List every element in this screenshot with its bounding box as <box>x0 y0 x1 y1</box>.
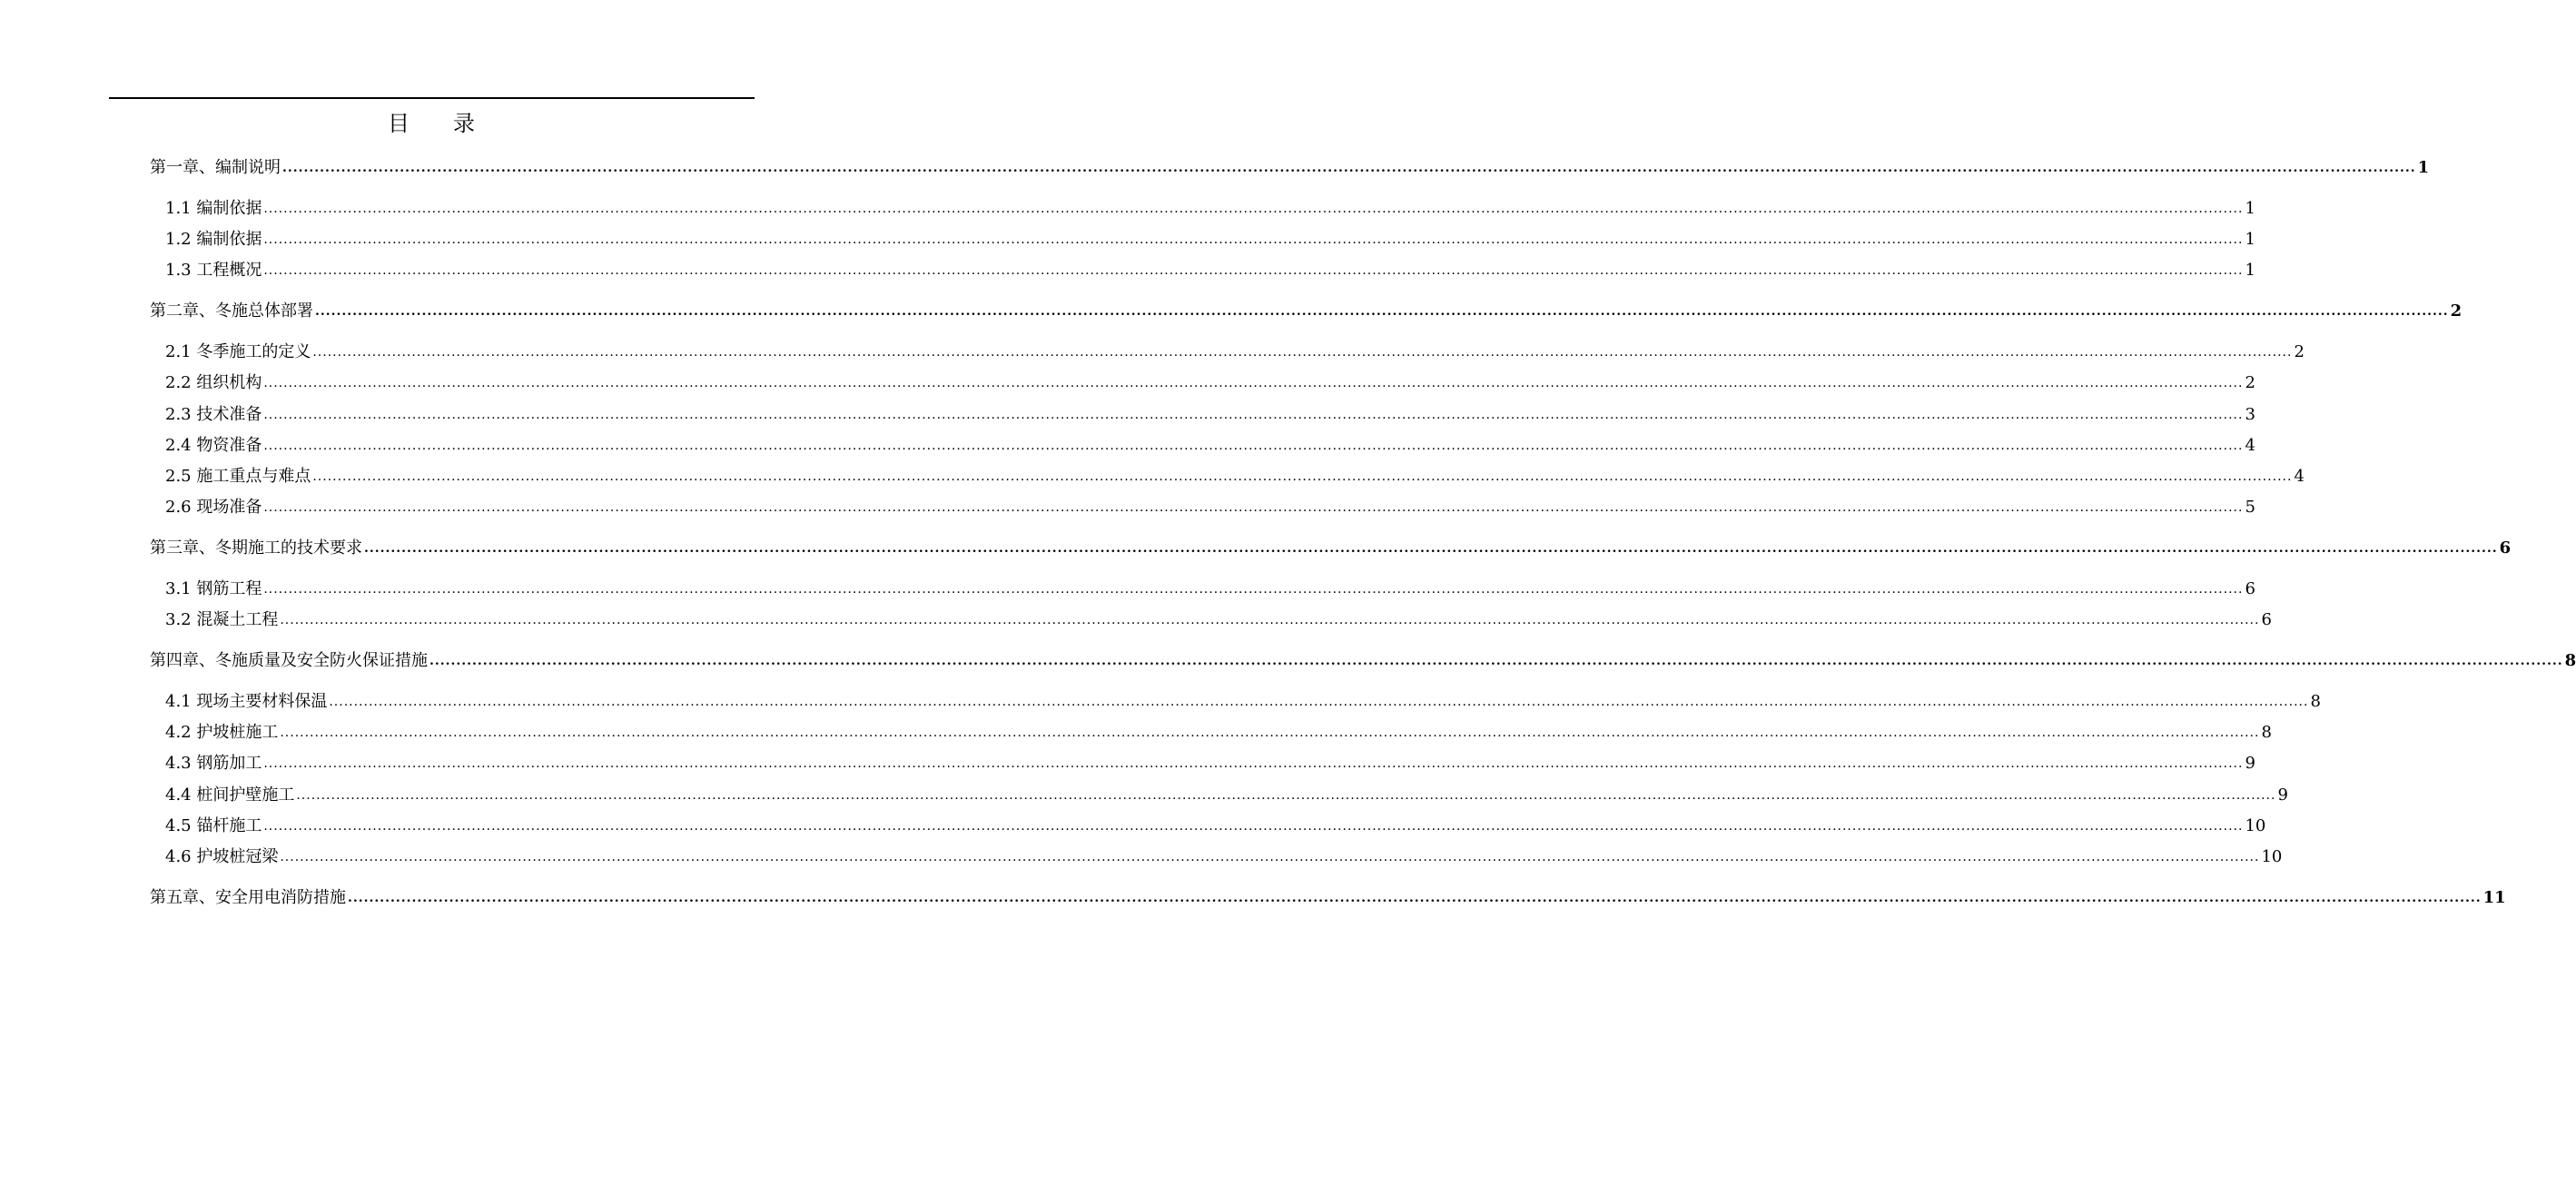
toc-chapter-entry[interactable] <box>150 301 2462 322</box>
toc-leader-dots: ................................................................................................................................................................................................................................................................................................................................................................................................................ <box>364 541 2498 556</box>
toc-entry-page-number: 8 <box>2564 651 2576 670</box>
toc-entry-page-number: 8 <box>2310 692 2321 711</box>
toc-leader-dots: ................................................................................................................................................................................................................................................................................................................................................................................................................ <box>263 819 2244 834</box>
toc-leader-dots: ................................................................................................................................................................................................................................................................................................................................................................................................................ <box>263 232 2244 247</box>
toc-entry-label: 第二章、冬施总体部署 <box>150 301 313 321</box>
toc-leader-dots: ................................................................................................................................................................................................................................................................................................................................................................................................................ <box>263 263 2244 278</box>
toc-entry-label: 4.3 钢筋加工 <box>165 754 262 773</box>
toc-leader-dots: ................................................................................................................................................................................................................................................................................................................................................................................................................ <box>296 788 2276 803</box>
toc-section-entry[interactable] <box>165 754 2255 775</box>
toc-chapter-entry[interactable] <box>150 651 2576 672</box>
toc-section-entry[interactable] <box>165 610 2272 631</box>
toc-entry-label: 第一章、编制说明 <box>150 158 281 177</box>
toc-section-entry[interactable] <box>165 816 2266 837</box>
toc-section-entry[interactable] <box>165 405 2255 426</box>
toc-entry-label: 4.5 锚杆施工 <box>165 816 262 835</box>
toc-leader-dots: ................................................................................................................................................................................................................................................................................................................................................................................................................ <box>263 376 2244 390</box>
toc-section-entry[interactable] <box>165 230 2255 251</box>
toc-leader-dots: ................................................................................................................................................................................................................................................................................................................................................................................................................ <box>263 756 2244 771</box>
toc-title-left: 目 <box>388 111 410 136</box>
toc-entry-page-number: 6 <box>2261 610 2272 629</box>
toc-section-entry[interactable] <box>165 847 2283 868</box>
toc-section-entry[interactable] <box>165 436 2255 457</box>
toc-entry-page-number: 1 <box>2245 199 2255 218</box>
toc-entry-page-number: 4 <box>2245 436 2255 455</box>
toc-entry-label: 1.2 编制依据 <box>165 230 262 249</box>
toc-entry-page-number: 4 <box>2294 467 2305 486</box>
toc-section-entry[interactable] <box>165 261 2255 281</box>
toc-entry-page-number: 1 <box>2245 230 2255 249</box>
toc-entry-page-number: 1 <box>2245 261 2255 280</box>
toc-section-entry[interactable] <box>165 723 2272 744</box>
toc-section-entry[interactable] <box>165 692 2321 713</box>
toc-leader-dots: ................................................................................................................................................................................................................................................................................................................................................................................................................ <box>312 345 2293 360</box>
toc-entry-label: 3.1 钢筋工程 <box>165 579 262 598</box>
toc-section-entry[interactable] <box>165 199 2255 220</box>
toc-entry-page-number: 10 <box>2245 816 2266 835</box>
toc-title-right: 录 <box>453 111 475 136</box>
toc-chapter-entry[interactable] <box>150 158 2430 179</box>
toc-leader-dots: ................................................................................................................................................................................................................................................................................................................................................................................................................ <box>263 202 2244 216</box>
toc-leader-dots: ................................................................................................................................................................................................................................................................................................................................................................................................................ <box>429 654 2563 668</box>
toc-entry-page-number: 11 <box>2482 888 2506 907</box>
toc-section-entry[interactable] <box>165 467 2305 488</box>
toc-leader-dots: ................................................................................................................................................................................................................................................................................................................................................................................................................ <box>280 850 2260 864</box>
toc-section-entry[interactable] <box>165 373 2255 394</box>
toc-entry-page-number: 2 <box>2245 373 2255 392</box>
toc-entry-page-number: 9 <box>2245 754 2255 773</box>
toc-entry-page-number: 2 <box>2450 301 2462 321</box>
toc-entry-page-number: 1 <box>2417 158 2430 177</box>
toc-entry-page-number: 6 <box>2245 579 2255 598</box>
toc-leader-dots: ................................................................................................................................................................................................................................................................................................................................................................................................................ <box>312 469 2293 484</box>
toc-leader-dots: ................................................................................................................................................................................................................................................................................................................................................................................................................ <box>263 408 2244 422</box>
toc-section-entry[interactable] <box>165 498 2255 518</box>
toc-entry-label: 4.6 护坡桩冠梁 <box>165 847 279 866</box>
toc-entry-page-number: 8 <box>2261 723 2272 742</box>
toc-leader-dots: ................................................................................................................................................................................................................................................................................................................................................................................................................ <box>348 891 2482 905</box>
toc-section-entry[interactable] <box>165 785 2288 806</box>
toc-entry-label: 2.6 现场准备 <box>165 498 262 517</box>
toc-entry-label: 2.1 冬季施工的定义 <box>165 342 311 361</box>
toc-entry-label: 2.2 组织机构 <box>165 373 262 392</box>
toc-entry-page-number: 3 <box>2245 405 2255 424</box>
toc-entry-page-number: 9 <box>2277 785 2288 805</box>
toc-entry-label: 1.3 工程概况 <box>165 261 262 280</box>
toc-entry-label: 2.4 物资准备 <box>165 436 262 455</box>
toc-entry-label: 4.1 现场主要材料保温 <box>165 692 328 711</box>
toc-entry-label: 3.2 混凝土工程 <box>165 610 279 629</box>
toc-leader-dots: ................................................................................................................................................................................................................................................................................................................................................................................................................ <box>263 439 2244 453</box>
toc-entry-label: 2.3 技术准备 <box>165 405 262 424</box>
toc-entry-label: 4.2 护坡桩施工 <box>165 723 279 742</box>
toc-section-entry[interactable] <box>165 342 2305 363</box>
toc-leader-dots: ................................................................................................................................................................................................................................................................................................................................................................................................................ <box>280 613 2260 627</box>
toc-entry-label: 4.4 桩间护壁施工 <box>165 785 295 805</box>
toc-entry-label: 第三章、冬期施工的技术要求 <box>150 538 362 558</box>
toc-leader-dots: ................................................................................................................................................................................................................................................................................................................................................................................................................ <box>329 695 2309 709</box>
toc-chapter-entry[interactable] <box>150 888 2506 909</box>
toc-entry-page-number: 2 <box>2294 342 2305 361</box>
toc-entry-page-number: 10 <box>2261 847 2283 866</box>
toc-section-entry[interactable] <box>165 579 2255 600</box>
toc-entry-label: 2.5 施工重点与难点 <box>165 467 311 486</box>
toc-leader-dots: ................................................................................................................................................................................................................................................................................................................................................................................................................ <box>282 161 2416 175</box>
toc-entry-page-number: 6 <box>2499 538 2512 558</box>
toc-chapter-entry[interactable] <box>150 538 2512 559</box>
toc-leader-dots: ................................................................................................................................................................................................................................................................................................................................................................................................................ <box>263 582 2244 597</box>
toc-entry-label: 第四章、冬施质量及安全防火保证措施 <box>150 651 428 670</box>
toc-entry-label: 1.1 编制依据 <box>165 199 262 218</box>
toc-leader-dots: ................................................................................................................................................................................................................................................................................................................................................................................................................ <box>315 304 2449 319</box>
toc-entry-label: 第五章、安全用电消防措施 <box>150 888 346 907</box>
toc-leader-dots: ................................................................................................................................................................................................................................................................................................................................................................................................................ <box>263 500 2244 515</box>
toc-entry-page-number: 5 <box>2245 498 2255 517</box>
toc-leader-dots: ................................................................................................................................................................................................................................................................................................................................................................................................................ <box>280 726 2260 740</box>
